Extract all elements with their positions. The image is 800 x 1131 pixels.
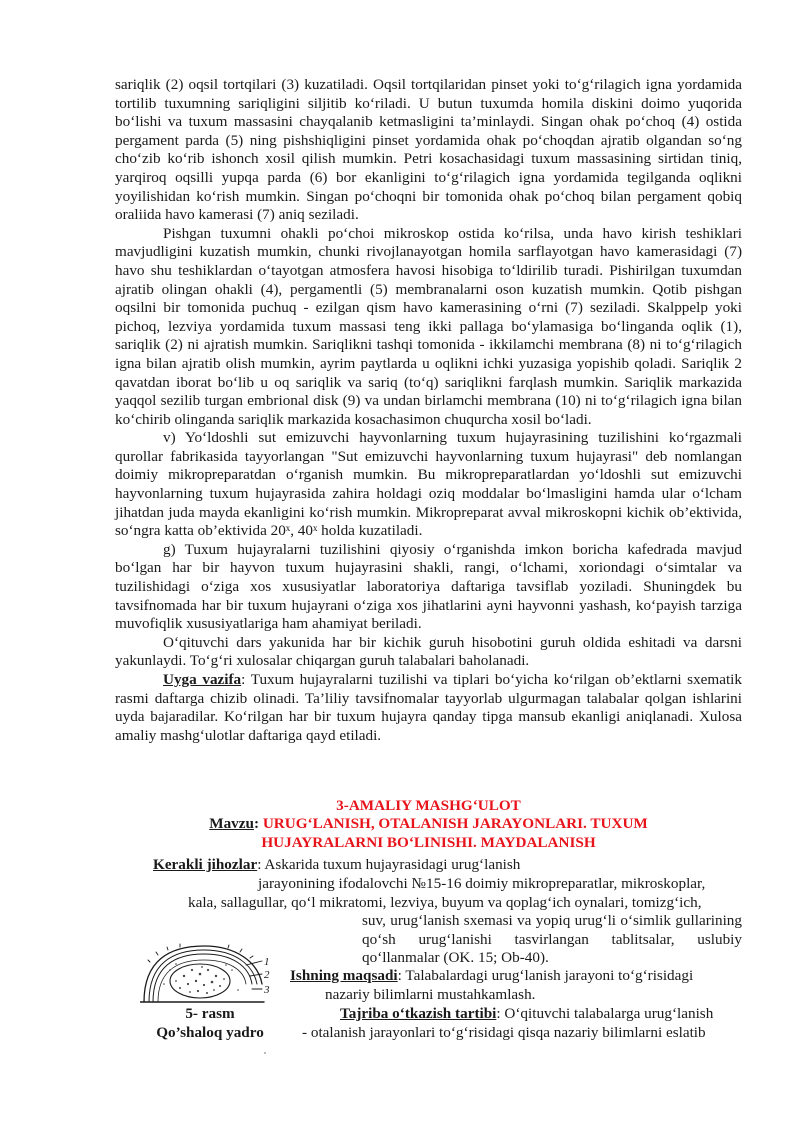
- figure-number: 5- rasm: [185, 1005, 235, 1022]
- figure-label-3: 3: [264, 984, 270, 996]
- homework-text: : Tuxum hujayralarni tuzilishi va tiplari bo‘yicha ko‘rilgan ob’ektlarni sxematik rasmi daftarga chizib olinadi. Ta’liliy tavsifnomalar tayyorlab ulgurmagan talabalar qolgan ishlarini uyda bajaradilar. Ko‘rilgan har bir tuxum hujayra qanday tipga mansub ekanligi aniqlanadi. Xulosa amaliy mashg‘ulotlar daftariga qayd etiladi.: [115, 671, 742, 744]
- purpose-line-1: Ishning maqsadi: Talabalardagi urug‘lanish jarayoni to‘g‘risidagi: [290, 967, 694, 984]
- section-title: 3-AMALIY MASHG‘ULOT: [336, 797, 521, 814]
- section-heading: [115, 797, 742, 852]
- procedure-line-1: Tajriba o‘tkazish tartibi: O‘qituvchi talabalarga urug‘lanish: [340, 1005, 714, 1022]
- figure-label-1: 1: [264, 956, 270, 968]
- paragraph-1: sariqlik (2) oqsil tortqilari (3) kuzatiladi. Oqsil tortqilaridan pinset yoki to‘g‘rilagich igna yordamida tortilib tuxumning sariqligini siljitib ko‘riladi. U butun tuxumda homila diskini doimo yuqorida bo‘lishi va tuxum massasini chayqalanib ketmasligini ta’minlaydi. Singan ohak po‘choq (4) ostida pergament parda (5) ning pishshiqligini pinset yordamida ohak po‘choqdan ajratib olgandan so‘ng cho‘zib ko‘rib ishonch xosil qilish mumkin. Petri kosachasidagi tuxum massasining sirtidan tiniq, yarqiroq oqsilli yupqa parda (6) bor ekanligini to‘g‘rilagich igna yordamida tegilganda oqlikni yoyilishidan ko‘rish mumkin. Singan po‘choqni bir tomonida ohak po‘choq bilan pergament qobiq oraliida havo kamerasi (7) aniq seziladi.: [115, 76, 742, 224]
- equipment-line-3: kala, sallagullar, qo‘l mikratomi, lezviya, buyum va qoplag‘ich oynalari, tomizg‘ich,: [188, 894, 702, 911]
- topic-label: Mavzu: [209, 815, 254, 833]
- paragraph-5: O‘qituvchi dars yakunida har bir kichik guruh hisobotini guruh oldida eshitadi va darsni yakunlaydi. To‘g‘ri xulosalar chiqargan guruh talabalari baholanadi.: [115, 633, 742, 670]
- equipment-line-2: jarayonining ifodalovchi №15-16 doimiy mikropreparatlar, mikroskoplar,: [258, 875, 706, 892]
- topic-line-1: Mavzu: URUG‘LANISH, OTALANISH JARAYONLARI. TUXUM: [209, 815, 648, 833]
- paragraph-3: v) Yo‘ldoshli sut emizuvchi hayvonlarning tuxum hujayrasining tuzilishini ko‘rgazmali qurollar fabrikasida tayyorlangan "Sut emizuvchi hayvonlarning tuxum hujayrasi" deb nomlangan doimiy mikropreparatdan o‘rganish mumkin. Bu mikropreparatlardan yo‘ldoshli sut emizuvchi hayvonlarning tuxum hujayrasida zahira holdagi oziq moddalar bo‘lmasligini hamda ular o‘lcham jihatdan juda mayda ekanligini ko‘rish mumkin. Mikropreparat avval mikroskopni kichik ob’ektivida, so‘ngra katta ob’ektivida 20ˣ, 40ˣ holda kuzatiladi.: [115, 429, 742, 540]
- purpose-line-2: nazariy bilimlarni mustahkamlash.: [325, 986, 536, 1003]
- body-text: [115, 76, 742, 745]
- figure-label-2: 2: [264, 969, 270, 981]
- topic-line-2: HUJAYRALARNI BO‘LINISHI. MAYDALANISH: [261, 833, 596, 851]
- equipment-line-4: suv, urug‘lanish sxemasi va yopiq urug‘li o‘simlik gullarining qo‘sh urug‘lanishi tasvirlangan tablitsalar, uslubiy qo‘llanmalar (OK. 15; Ob-40).: [362, 912, 742, 967]
- equipment-line-1: Kerakli jihozlar: Askarida tuxum hujayrasidagi urug‘lanish: [153, 856, 521, 873]
- paragraph-4: g) Tuxum hujayralarni tuzilishini qiyosiy o‘rganishda imkon boricha kafedrada mavjud bo‘lgan har bir hayvon tuxum hujayrasini shakli, rangi, o‘lchami, xoriondagi o‘simtalar va tuzilishidagi o‘ziga xos xususiyatlar laboratoriya daftariga tavsiflab yoziladi. Shuningdek bu tavsifnomada har bir tuxum hujayrani o‘ziga xos jihatlarini ayni hayvonni yashash, ko‘payish tarziga muvofiqlik xususiyatlariga ham ahamiyat beriladi.: [115, 540, 742, 633]
- double-nucleus-figure: [140, 940, 280, 1006]
- paragraph-2: Pishgan tuxumni ohakli po‘choi mikroskop ostida ko‘rilsa, unda havo kirish teshiklari mavjudligini kuzatish mumkin, chunki rivojlanayotgan homila sarflayotgan havo kamerasidagi (7) havo shu teshiklardan o‘tayotgan atmosfera havosi hisobiga to‘ldirilib turadi. Pishirilgan tuxumdan ajratib olingan ohakli (4), pergamentli (5) membranalarni oson kuzatish mumkin. Qotib pishgan oqsilni bir tomonida puchuq - ezilgan qism havo kamerasining o‘rni (7) seziladi. Skalppelp yoki pichoq, lezviya yordamida tuxum massasi teng ikki pallaga bo‘ylamasiga bo‘linganda oqlik (1), sariqlik (2) ni ajratish mumkin. Sariqlikni tashqi tomonida - ikkilamchi membrana (8) ni to‘g‘rilagich igna bilan ajratib olish mumkin, ayrim paytlarda u oqlikni ichki yuzasiga yopishib qoladi. Sariqlik 2 qavatdan iborat bo‘lib u oq sariqlik va sariq (to‘q) sariqlikni farqlash mumkin. Sariqlik markazida yaqqol sezilib turgan embrional disk (9) va undan birlamchi membrana (10) ni to‘g‘rilagich igna bilan ko‘chirib olinganda sariqlik markazida kosachasimon chuqurcha xosil bo‘ladi.: [115, 224, 742, 428]
- figure-caption: Qo’shaloq yadro: [156, 1024, 264, 1041]
- homework-label: Uyga vazifa: [163, 671, 242, 688]
- procedure-label: Tajriba o‘tkazish tartibi: [340, 1005, 497, 1022]
- topic-text-1: URUG‘LANISH, OTALANISH JARAYONLARI. TUXUM: [262, 815, 648, 833]
- equipment-label: Kerakli jihozlar: [153, 856, 258, 873]
- purpose-label: Ishning maqsadi: [290, 967, 398, 984]
- homework-paragraph: [115, 671, 742, 745]
- scan-speck: [264, 1052, 266, 1054]
- procedure-line-2: - otalanish jarayonlari to‘g‘risidagi qisqa nazariy bilimlarni eslatib: [302, 1024, 706, 1041]
